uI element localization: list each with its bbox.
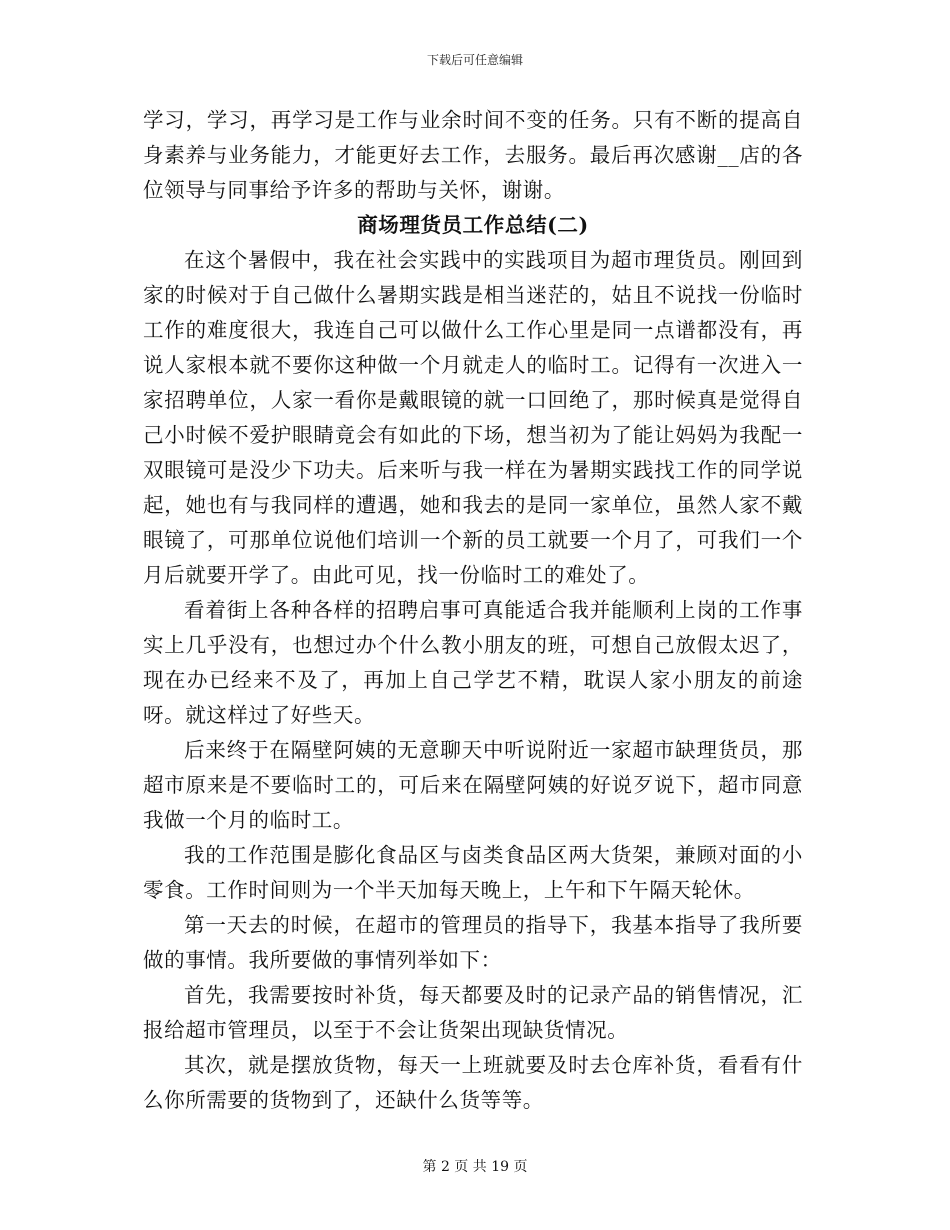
paragraph: 其次，就是摆放货物，每天一上班就要及时去仓库补货，看看有什么你所需要的货物到了，还缺什么货等等。 (143, 1053, 803, 1112)
paragraph: 第一天去的时候，在超市的管理员的指导下，我基本指导了我所要做的事情。我所要做的事情列举如下： (143, 913, 803, 972)
document-body (143, 103, 803, 1118)
paragraph: 我的工作范围是膨化食品区与卤类食品区两大货架，兼顾对面的小零食。工作时间则为一个半天加每天晚上，上午和下午隔天轮休。 (143, 843, 803, 902)
section-heading: 商场理货员工作总结(二) (357, 213, 589, 237)
page-number: 第 2 页 共 19 页 (422, 1159, 528, 1175)
paragraph: 看着街上各种各样的招聘启事可真能适合我并能顺利上岗的工作事实上几乎没有，也想过办个什么教小朋友的班，可想自己放假太迟了，现在办已经来不及了，再加上自己学艺不精，耽误人家小朋友的前途呀。就这样过了好些天。 (143, 598, 803, 727)
paragraph: 在这个暑假中，我在社会实践中的实践项目为超市理货员。刚回到家的时候对于自己做什么暑期实践是相当迷茫的，姑且不说找一份临时工作的难度很大，我连自己可以做什么工作心里是同一点谱都没有，再说人家根本就不要你这种做一个月就走人的临时工。记得有一次进入一家招聘单位，人家一看你是戴眼镜的就一口回绝了，那时候真是觉得自己小时候不爱护眼睛竟会有如此的下场，想当初为了能让妈妈为我配一双眼镜可是没少下功夫。后来听与我一样在为暑期实践找工作的同学说起，她也有与我同样的遭遇，她和我去的是同一家单位，虽然人家不戴眼镜了，可那单位说他们培训一个新的员工就要一个月了，可我们一个月后就要开学了。由此可见，找一份临时工的难处了。 (143, 248, 803, 587)
paragraph: 首先，我需要按时补货，每天都要及时的记录产品的销售情况，汇报给超市管理员，以至于不会让货架出现缺货情况。 (143, 983, 803, 1042)
paragraph-continued: 学习，学习，再学习是工作与业余时间不变的任务。只有不断的提高自身素养与业务能力，才能更好去工作，去服务。最后再次感谢__店的各位领导与同事给予许多的帮助与关怀，谢谢。 (143, 108, 803, 202)
page-header-note: 下载后可任意编辑 (426, 53, 523, 67)
paragraph: 后来终于在隔壁阿姨的无意聊天中听说附近一家超市缺理货员，那超市原来是不要临时工的，可后来在隔壁阿姨的好说歹说下，超市同意我做一个月的临时工。 (143, 738, 803, 832)
